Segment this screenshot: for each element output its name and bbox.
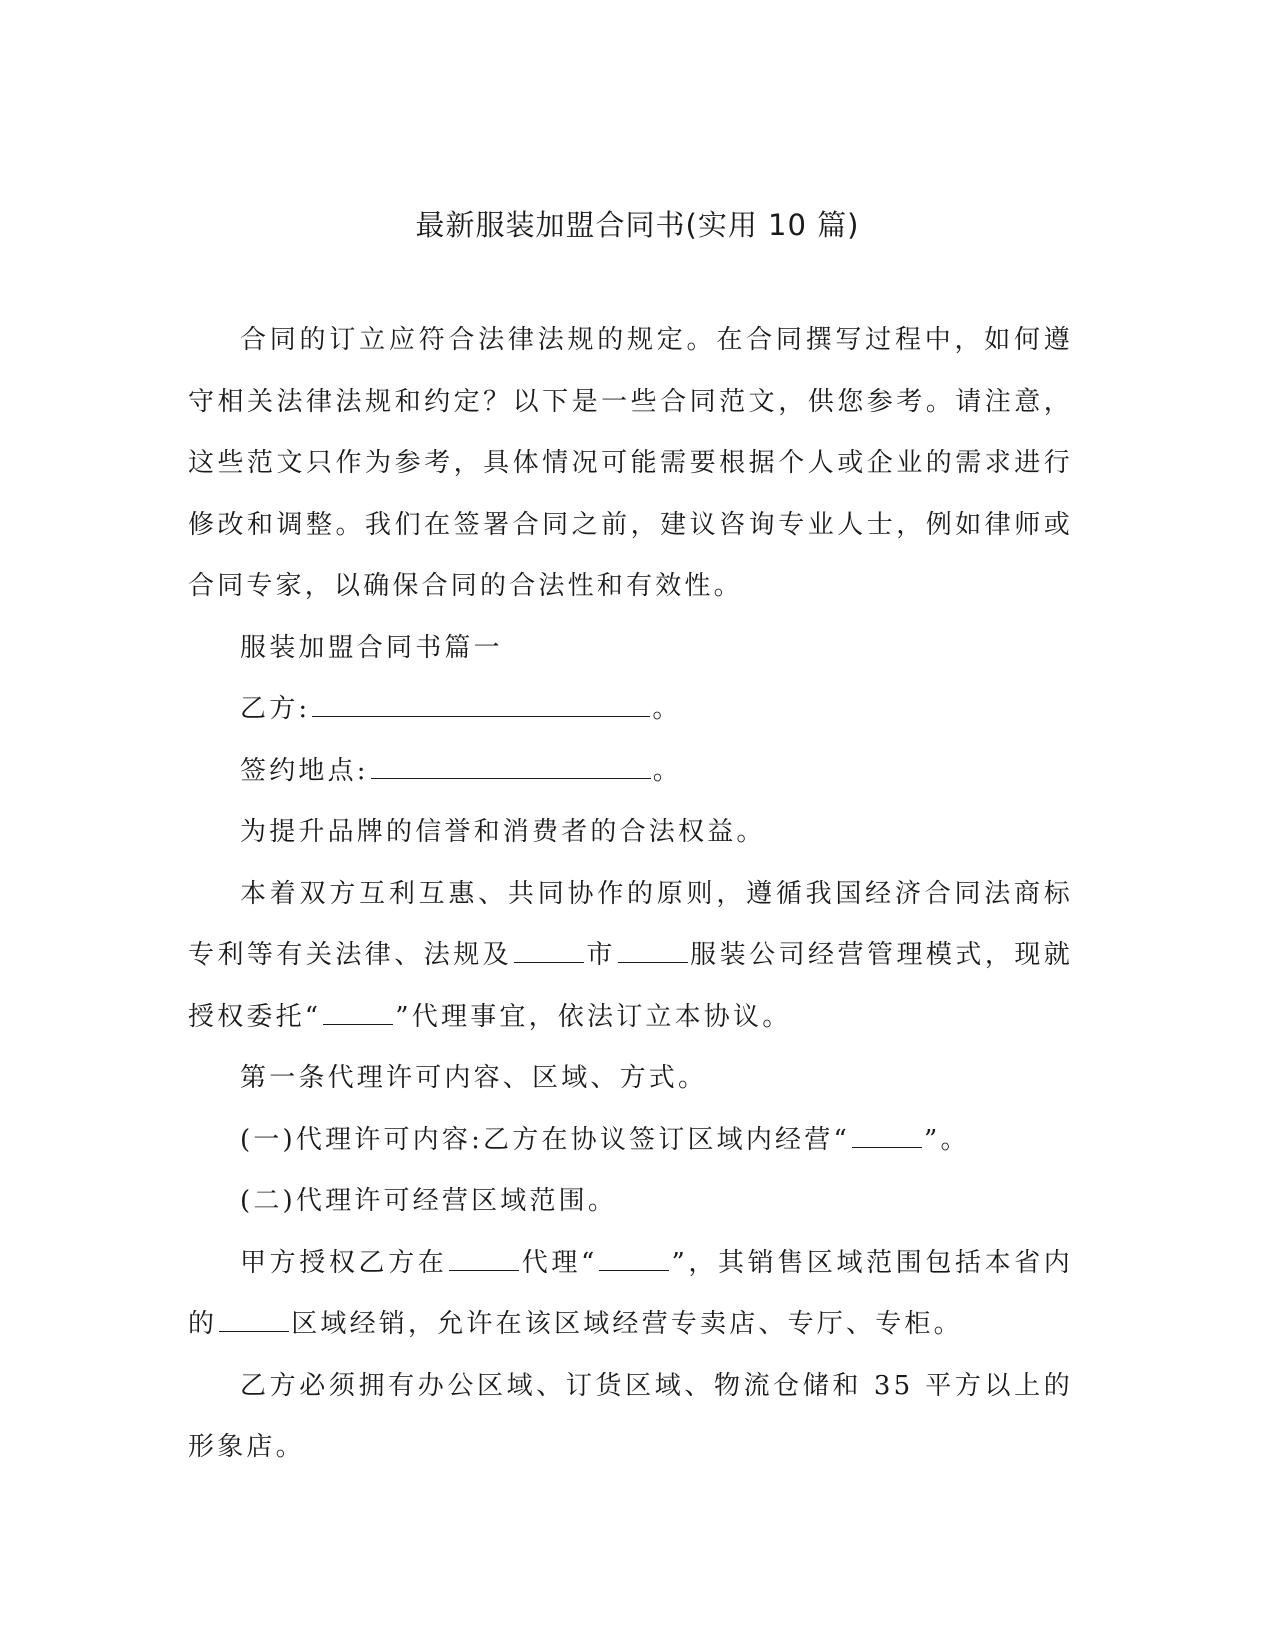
principle-paragraph bbox=[188, 864, 1073, 1049]
sign-place-end: 。 bbox=[652, 755, 682, 786]
sign-place-line bbox=[188, 741, 1073, 803]
principle-text-2: 市 bbox=[586, 940, 616, 970]
party-b-label: 乙方: bbox=[240, 694, 311, 724]
principle-text-3: 服装公司经营管理模式，现就授权委托“ bbox=[188, 940, 1073, 1032]
company-blank bbox=[618, 936, 688, 963]
intro-paragraph: 合同的订立应符合法律法规的规定。在合同撰写过程中，如何遵守相关法律法规和约定？以下是一些合同范文，供您参考。请注意，这些范文只作为参考，具体情况可能需要根据个人或企业的需求进行修改和调整。我们在签署合同之前，建议咨询专业人士，例如律师或合同专家，以确保合同的合法性和有效性。 bbox=[188, 325, 1073, 601]
sign-place-blank bbox=[371, 752, 651, 779]
party-b-line bbox=[188, 679, 1073, 741]
item-two: (二)代理许可经营区域范围。 bbox=[240, 1186, 618, 1216]
purpose-paragraph: 为提升品牌的信誉和消费者的合法权益。 bbox=[240, 817, 766, 847]
party-b-blank bbox=[312, 690, 650, 717]
sign-place-label: 签约地点: bbox=[240, 755, 369, 786]
item-one-end: ”。 bbox=[923, 1124, 970, 1155]
party-b-end: 。 bbox=[652, 694, 682, 724]
document-body bbox=[188, 310, 1073, 1479]
document-title: 最新服装加盟合同书(实用 10 篇) bbox=[415, 208, 860, 242]
principle-text-4: ”代理事宜，依法订立本协议。 bbox=[395, 1001, 792, 1032]
grant-area-blank bbox=[449, 1244, 519, 1271]
item-one-text: (一)代理许可内容:乙方在协议签订区域内经营“ bbox=[240, 1124, 850, 1155]
grant-text-1: 甲方授权乙方在 bbox=[240, 1247, 448, 1278]
principle-text-1: 本着双方互利互惠、共同协作的原则，遵循我国经济合同法商标专利等有关法律、法规及 bbox=[188, 878, 1073, 970]
section-heading: 服装加盟合同书篇一 bbox=[240, 632, 503, 663]
brand-blank bbox=[323, 998, 393, 1025]
city-blank bbox=[514, 936, 584, 963]
grant-text-2: 代理“ bbox=[521, 1247, 598, 1278]
item-one bbox=[188, 1110, 1073, 1172]
grant-region-blank bbox=[219, 1305, 289, 1332]
grant-paragraph bbox=[188, 1233, 1073, 1356]
grant-text-4: 区域经销，允许在该区域经营专卖店、专厅、专柜。 bbox=[291, 1309, 963, 1339]
grant-brand-blank bbox=[599, 1244, 669, 1271]
grant-text-3: ”，其销售区域范围包括本省内的 bbox=[188, 1247, 1073, 1339]
requirement-paragraph: 乙方必须拥有办公区域、订货区域、物流仓储和 35 平方以上的形象店。 bbox=[188, 1370, 1073, 1462]
item-one-blank bbox=[852, 1121, 922, 1148]
article-one-heading: 第一条代理许可内容、区域、方式。 bbox=[240, 1063, 708, 1093]
